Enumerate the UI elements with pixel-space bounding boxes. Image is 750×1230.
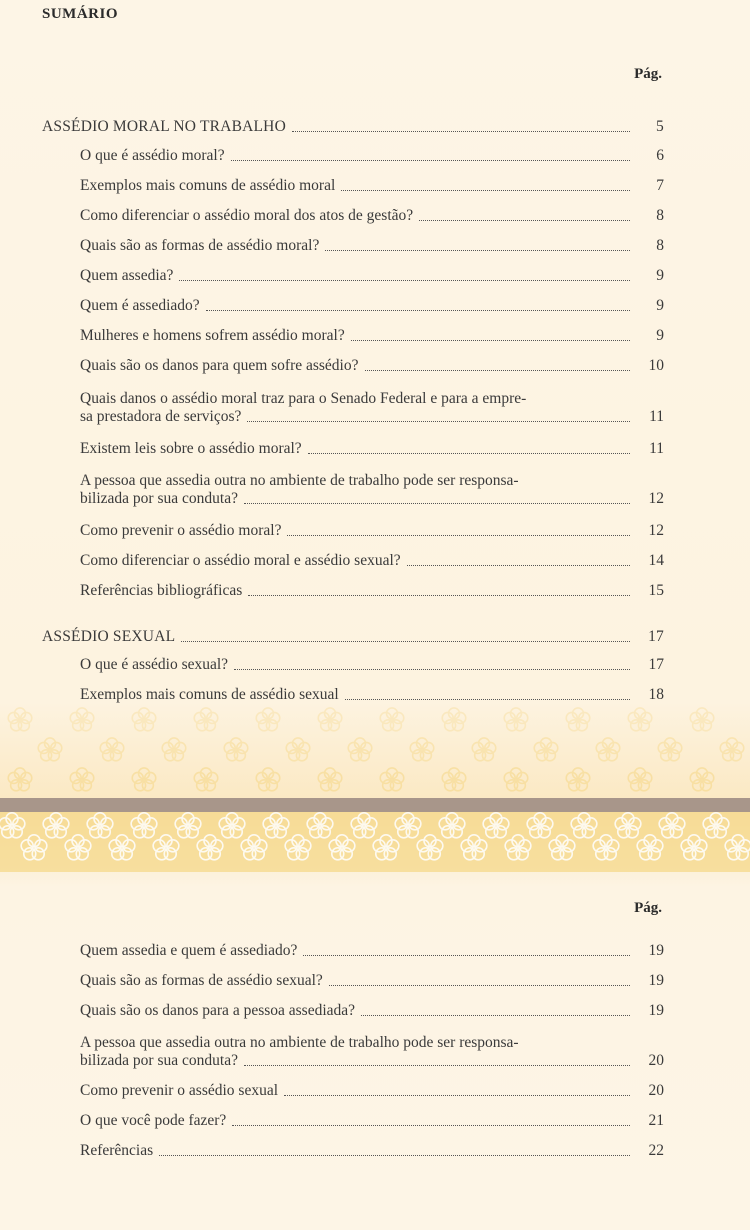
toc-entry[interactable]	[80, 972, 664, 990]
dot-leader	[159, 1155, 630, 1156]
toc-page-number: 22	[648, 1142, 664, 1159]
dot-leader	[365, 370, 631, 371]
flower-icon	[442, 708, 466, 731]
dot-leader	[232, 1125, 630, 1126]
toc-entry[interactable]	[80, 472, 664, 508]
flower-icon	[132, 768, 156, 791]
toc-page-2	[0, 812, 750, 1230]
toc-entry-title: Como diferenciar o assédio moral e assédio sexual?	[80, 552, 401, 569]
flower-icon	[100, 738, 124, 761]
flower-icon	[472, 738, 496, 761]
toc-page-number: 9	[656, 327, 664, 344]
flower-icon	[566, 708, 590, 731]
dot-leader	[308, 453, 630, 454]
dot-leader	[244, 1065, 630, 1066]
dot-leader	[244, 503, 630, 504]
toc-entry-title: Quem assedia e quem é assediado?	[80, 942, 298, 959]
toc-entry[interactable]	[80, 147, 664, 165]
toc-entry-title: Como diferenciar o assédio moral dos atos de gestão?	[80, 207, 414, 224]
toc-page-number: 7	[656, 177, 664, 194]
toc-page-number: 17	[648, 656, 664, 673]
toc-entry-title-line-1: Quais danos o assédio moral traz para o Senado Federal e para a empre-	[80, 390, 527, 407]
toc-entry-title: Quem é assediado?	[80, 297, 200, 314]
toc-entry-title: bilizada por sua conduta?	[80, 490, 238, 507]
toc-page-number: 9	[656, 297, 664, 314]
dot-leader	[247, 421, 630, 422]
page-column-label: Pág.	[634, 900, 662, 916]
flower-icon	[596, 738, 620, 761]
page-divider	[0, 798, 750, 812]
toc-entry-title: Como prevenir o assédio sexual	[80, 1082, 279, 1099]
dot-leader	[248, 595, 630, 596]
toc-entry[interactable]	[80, 1002, 664, 1020]
flower-icon	[690, 708, 714, 731]
toc-page-number: 12	[648, 522, 664, 539]
toc-entry[interactable]	[80, 656, 664, 674]
toc-entry-title: Como prevenir o assédio moral?	[80, 522, 282, 539]
toc-entry[interactable]	[80, 177, 664, 195]
floral-ornament-band	[0, 812, 750, 872]
toc-entry[interactable]	[80, 357, 664, 375]
toc-entry-title: ASSÉDIO SEXUAL	[42, 628, 176, 645]
flower-icon	[380, 768, 404, 791]
toc-page-number: 20	[648, 1052, 664, 1069]
toc-entry-title: Quais são os danos para a pessoa assediada?	[80, 1002, 356, 1019]
flower-icon	[318, 768, 342, 791]
dot-leader	[287, 535, 630, 536]
dot-leader	[325, 250, 630, 251]
toc-page-number: 8	[656, 207, 664, 224]
dot-leader	[231, 160, 630, 161]
page-title: SUMÁRIO	[42, 6, 119, 22]
toc-page-number: 19	[648, 942, 664, 959]
toc-entry-title-line-1: A pessoa que assedia outra no ambiente de trabalho pode ser responsa-	[80, 1034, 519, 1051]
flower-icon	[504, 768, 528, 791]
flower-icon	[194, 708, 218, 731]
flower-icon	[318, 708, 342, 731]
toc-page-number: 5	[656, 118, 664, 135]
toc-entry-title: ASSÉDIO MORAL NO TRABALHO	[42, 118, 286, 135]
toc-entry[interactable]	[80, 297, 664, 315]
toc-entry[interactable]	[80, 686, 664, 704]
flower-icon	[720, 738, 744, 761]
dot-leader	[351, 340, 630, 341]
toc-entry[interactable]	[80, 522, 664, 540]
flower-icon	[504, 708, 528, 731]
flower-icon	[194, 768, 218, 791]
toc-entry[interactable]	[80, 582, 664, 600]
toc-entry[interactable]	[80, 1034, 664, 1070]
toc-section-entry[interactable]	[42, 118, 664, 136]
toc-page-number: 10	[648, 357, 664, 374]
toc-entry-title: sa prestadora de serviços?	[80, 408, 242, 425]
toc-entry-title: Mulheres e homens sofrem assédio moral?	[80, 327, 345, 344]
toc-entry[interactable]	[80, 1082, 664, 1100]
toc-page-number: 6	[656, 147, 664, 164]
dot-leader	[206, 310, 630, 311]
toc-page-number: 11	[649, 440, 664, 457]
toc-entry-title: Quais são as formas de assédio sexual?	[80, 972, 323, 989]
toc-section-entry[interactable]	[42, 628, 664, 646]
toc-entry[interactable]	[80, 1142, 664, 1160]
flower-icon	[162, 738, 186, 761]
flower-icon	[132, 708, 156, 731]
flower-icon	[566, 768, 590, 791]
toc-page-number: 19	[648, 1002, 664, 1019]
flower-icon	[658, 738, 682, 761]
flower-icon	[70, 768, 94, 791]
toc-entry[interactable]	[80, 552, 664, 570]
toc-entry-title: Quais são as formas de assédio moral?	[80, 237, 320, 254]
toc-entry-title: Existem leis sobre o assédio moral?	[80, 440, 302, 457]
dot-leader	[361, 1015, 630, 1016]
toc-entry-title: O que é assédio sexual?	[80, 656, 229, 673]
dot-leader	[419, 220, 630, 221]
toc-entry-title: O que você pode fazer?	[80, 1112, 227, 1129]
floral-ornament-icon	[0, 812, 750, 872]
floral-ornament-icon	[0, 700, 750, 798]
toc-page-number: 12	[648, 490, 664, 507]
toc-entry[interactable]	[80, 237, 664, 255]
toc-entry-title: Referências	[80, 1142, 154, 1159]
dot-leader	[407, 565, 630, 566]
flower-icon	[534, 738, 558, 761]
toc-page-number: 18	[648, 686, 664, 703]
flower-icon	[286, 738, 310, 761]
flower-icon	[628, 708, 652, 731]
flower-icon	[70, 708, 94, 731]
toc-page-number: 20	[648, 1082, 664, 1099]
toc-page-number: 19	[648, 972, 664, 989]
toc-entry-title: Quais são os danos para quem sofre assédio?	[80, 357, 359, 374]
flower-icon	[690, 768, 714, 791]
toc-entry[interactable]	[80, 267, 664, 285]
toc-page-number: 14	[648, 552, 664, 569]
toc-entry-title: Exemplos mais comuns de assédio moral	[80, 177, 336, 194]
toc-entry[interactable]	[80, 390, 664, 426]
toc-entry[interactable]	[80, 942, 664, 960]
toc-entry[interactable]	[80, 327, 664, 345]
flower-icon	[348, 738, 372, 761]
flower-icon	[8, 708, 32, 731]
toc-entry-title: bilizada por sua conduta?	[80, 1052, 238, 1069]
flower-icon	[256, 768, 280, 791]
dot-leader	[284, 1095, 630, 1096]
dot-leader	[345, 699, 630, 700]
toc-entry[interactable]	[80, 440, 664, 458]
floral-ornament-band	[0, 700, 750, 798]
toc-entry-title-line-1: A pessoa que assedia outra no ambiente de trabalho pode ser responsa-	[80, 472, 519, 489]
toc-page-number: 9	[656, 267, 664, 284]
toc-entry-title: O que é assédio moral?	[80, 147, 225, 164]
dot-leader	[234, 669, 630, 670]
toc-page-number: 15	[648, 582, 664, 599]
dot-leader	[329, 985, 630, 986]
toc-page-number: 17	[648, 628, 664, 645]
dot-leader	[303, 955, 630, 956]
flower-icon	[380, 708, 404, 731]
toc-entry[interactable]	[80, 207, 664, 225]
toc-entry[interactable]	[80, 1112, 664, 1130]
toc-entry-title: Exemplos mais comuns de assédio sexual	[80, 686, 339, 703]
dot-leader	[292, 131, 630, 132]
flower-icon	[256, 708, 280, 731]
toc-page-number: 21	[648, 1112, 664, 1129]
toc-entry-title: Referências bibliográficas	[80, 582, 243, 599]
page-column-label: Pág.	[634, 66, 662, 82]
flower-icon	[410, 738, 434, 761]
dot-leader	[341, 190, 630, 191]
toc-entry-title: Quem assedia?	[80, 267, 174, 284]
flower-icon	[38, 738, 62, 761]
flower-icon	[628, 768, 652, 791]
dot-leader	[181, 641, 630, 642]
toc-page-number: 11	[649, 408, 664, 425]
toc-page-number: 8	[656, 237, 664, 254]
dot-leader	[179, 280, 630, 281]
flower-icon	[442, 768, 466, 791]
flower-icon	[8, 768, 32, 791]
flower-icon	[224, 738, 248, 761]
